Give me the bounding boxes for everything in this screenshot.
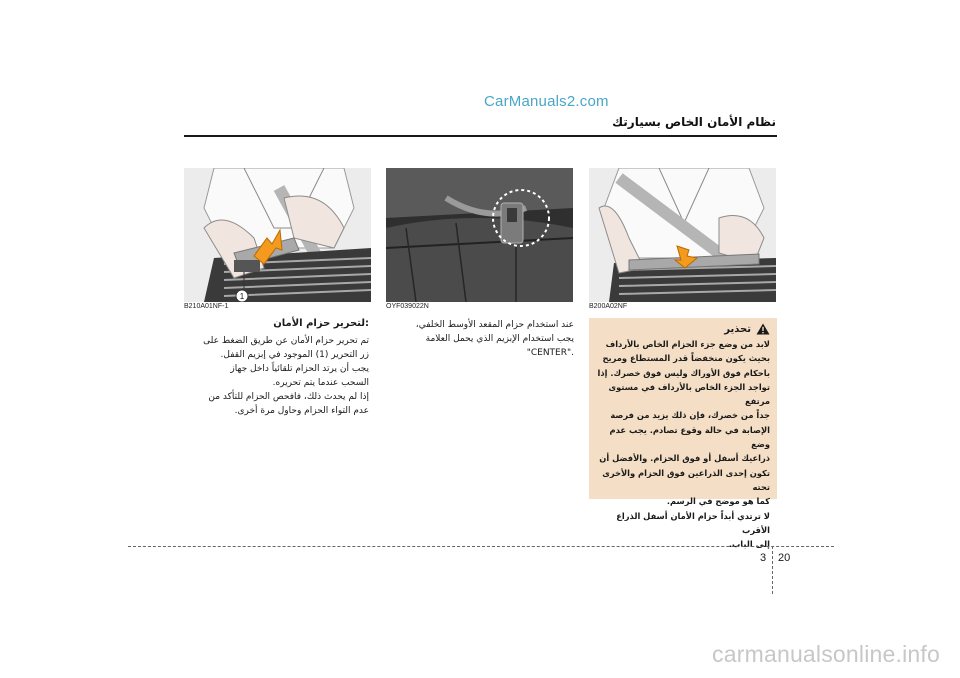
- photo-caption-3: B200A02NF: [589, 303, 628, 310]
- text-center-belt: [384, 318, 574, 360]
- warning-line: إلى الباب.: [728, 539, 770, 550]
- warning-line: لابد من وضع جزء الحزام الخاص بالأرداف: [605, 339, 770, 349]
- warning-line: تواجد الجزء الخاص بالأرداف في مستوى مرتفع: [608, 381, 770, 407]
- text-line: زر التحرير (1) الموجود في إبزيم القفل.: [220, 350, 369, 360]
- text-line: يجب استخدام الإبزيم الذي يحمل العلامة: [425, 334, 574, 344]
- text-line: عند استخدام حزام المقعد الأوسط الخلفي،: [415, 320, 574, 330]
- warning-header: [596, 323, 770, 335]
- warning-line: كما هو موضح في الرسم.: [666, 496, 770, 507]
- chapter-number: 3: [760, 552, 767, 564]
- header-divider: [184, 135, 777, 137]
- text-line: تم تحرير حزام الأمان عن طريق الضغط على: [203, 336, 369, 346]
- page-number: 20: [778, 552, 791, 564]
- text-release-instructions: [181, 334, 369, 418]
- warning-box: [589, 318, 777, 550]
- text-line: إذا لم يحدث ذلك، فافحص الحزام للتأكد من: [208, 392, 369, 402]
- warning-line: جداً من خصرك، فإن ذلك يزيد من فرصة: [610, 410, 770, 421]
- warning-line: الإصابة في حالة وقوع تصادم. يجب عدم وضع: [609, 424, 770, 450]
- text-line: يجب أن يرتد الحزام تلقائياً داخل جهاز: [230, 364, 369, 374]
- warning-line: لا ترتدي أبداً حزام الأمان أسفل الذراع الأقرب: [616, 510, 770, 535]
- warning-label: تحذير: [724, 323, 751, 335]
- text-line: ."CENTER": [526, 348, 574, 358]
- page-number-separator: [772, 546, 773, 594]
- warning-line: تكون إحدى الذراعين فوق الحزام والأخرى تحته: [602, 467, 770, 492]
- section-header-title: نظام الأمان الخاص بسيارتك: [612, 115, 776, 129]
- photo-lap-belt-position: [589, 168, 776, 302]
- illustration-center-buckle: [386, 168, 573, 302]
- text-line: عدم التواء الحزام وحاول مرة أخرى.: [234, 406, 369, 416]
- photo-caption-1: B210A01NF-1: [184, 303, 229, 310]
- illustration-belt-release: [184, 168, 371, 302]
- photo-caption-2: OYF039022N: [386, 303, 429, 310]
- warning-line: بحيث يكون منخفضاً قدر المستطاع ومريح: [602, 353, 770, 364]
- footer-divider: [128, 546, 834, 547]
- watermark-carmanuals2: CarManuals2.com: [484, 93, 609, 110]
- section-title-release: :لتحرير حزام الأمان: [273, 318, 369, 329]
- photo-release-belt: [184, 168, 371, 302]
- warning-line: باحكام فوق الأوراك وليس فوق خصرك. إذا: [597, 367, 770, 378]
- warning-line: ذراعيك أسفل أو فوق الحزام. والأفضل أن: [599, 453, 770, 464]
- photo-center-buckle: [386, 168, 573, 302]
- callout-number-1: 1: [239, 292, 245, 301]
- text-line: السحب عندما يتم تحريره.: [272, 378, 369, 388]
- illustration-lap-belt: [589, 168, 776, 302]
- warning-triangle-icon: [756, 323, 770, 335]
- watermark-carmanualsonline: carmanualsonline.info: [712, 641, 940, 667]
